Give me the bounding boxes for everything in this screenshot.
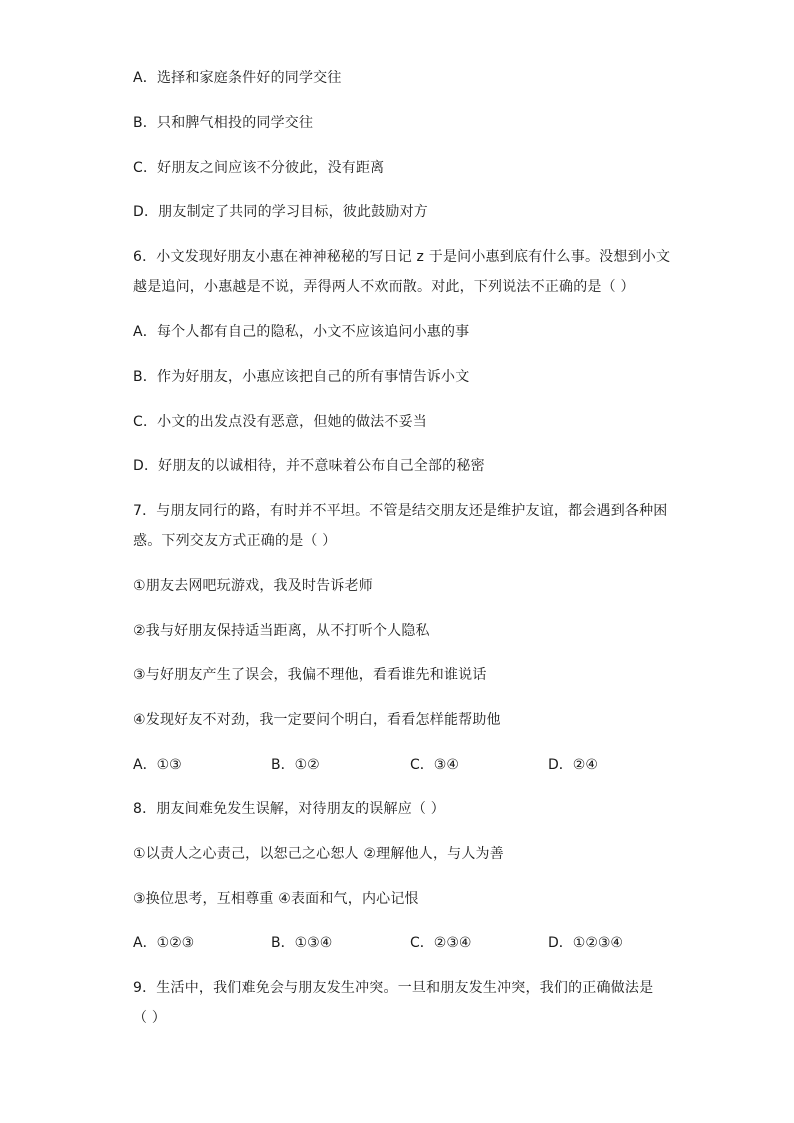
q7-item-4: ④发现好友不对劲，我一定要问个明白，看看怎样能帮助他: [133, 712, 501, 728]
q7-item-3: ③与好朋友产生了误会，我偏不理他，看看谁先和谁说话: [133, 667, 487, 683]
q9-stem-line2: （ ）: [133, 1010, 167, 1026]
q7-stem-line2: 惑。下列交友方式正确的是（ ）: [133, 533, 337, 549]
q5-option-a: A．选择和家庭条件好的同学交往: [133, 70, 342, 86]
q7-item-1: ①朋友去网吧玩游戏，我及时告诉老师: [133, 578, 373, 594]
q8-choice-b: B．①③④: [271, 935, 333, 951]
q6-stem-line2: 越是追问，小惠越是不说，弄得两人不欢而散。对此，下列说法不正确的是（ ）: [133, 279, 635, 295]
q8-items-line1: ①以责人之心责己，以恕己之心恕人 ②理解他人，与人为善: [133, 846, 504, 862]
q6-option-b: B．作为好朋友，小惠应该把自己的所有事情告诉小文: [133, 369, 470, 385]
q7-choice-d: D．②④: [548, 757, 598, 773]
q5-option-c: C．好朋友之间应该不分彼此，没有距离: [133, 160, 385, 176]
q7-choice-a: A．①③: [133, 757, 182, 773]
q7-item-2: ②我与好朋友保持适当距离，从不打听个人隐私: [133, 623, 430, 639]
q7-choice-b: B．①②: [271, 757, 320, 773]
q8-items-line2: ③换位思考，互相尊重 ④表面和气，内心记恨: [133, 891, 419, 907]
q5-option-d: D．朋友制定了共同的学习目标，彼此鼓励对方: [133, 204, 428, 220]
q8-choice-c: C．②③④: [410, 935, 472, 951]
q5-option-b: B．只和脾气相投的同学交往: [133, 115, 314, 131]
q8-stem: 8．朋友间难免发生误解，对待朋友的误解应（ ）: [133, 801, 445, 817]
q7-stem-line1: 7．与朋友同行的路，有时并不平坦。不管是结交朋友还是维护友谊，都会遇到各种困: [133, 503, 668, 519]
q8-choice-a: A．①②③: [133, 935, 195, 951]
q6-option-d: D．好朋友的以诚相待，并不意味着公布自己全部的秘密: [133, 458, 485, 474]
q6-option-a: A．每个人都有自己的隐私，小文不应该追问小惠的事: [133, 324, 470, 340]
q9-stem-line1: 9．生活中，我们难免会与朋友发生冲突。一旦和朋友发生冲突，我们的正确做法是: [133, 980, 654, 996]
q6-stem-line1: 6．小文发现好朋友小惠在神神秘秘的写日记 z 于是问小惠到底有什么事。没想到小文: [133, 249, 671, 265]
q6-option-c: C．小文的出发点没有恶意，但她的做法不妥当: [133, 414, 427, 430]
q8-choice-d: D．①②③④: [548, 935, 623, 951]
q7-choice-c: C．③④: [410, 757, 459, 773]
